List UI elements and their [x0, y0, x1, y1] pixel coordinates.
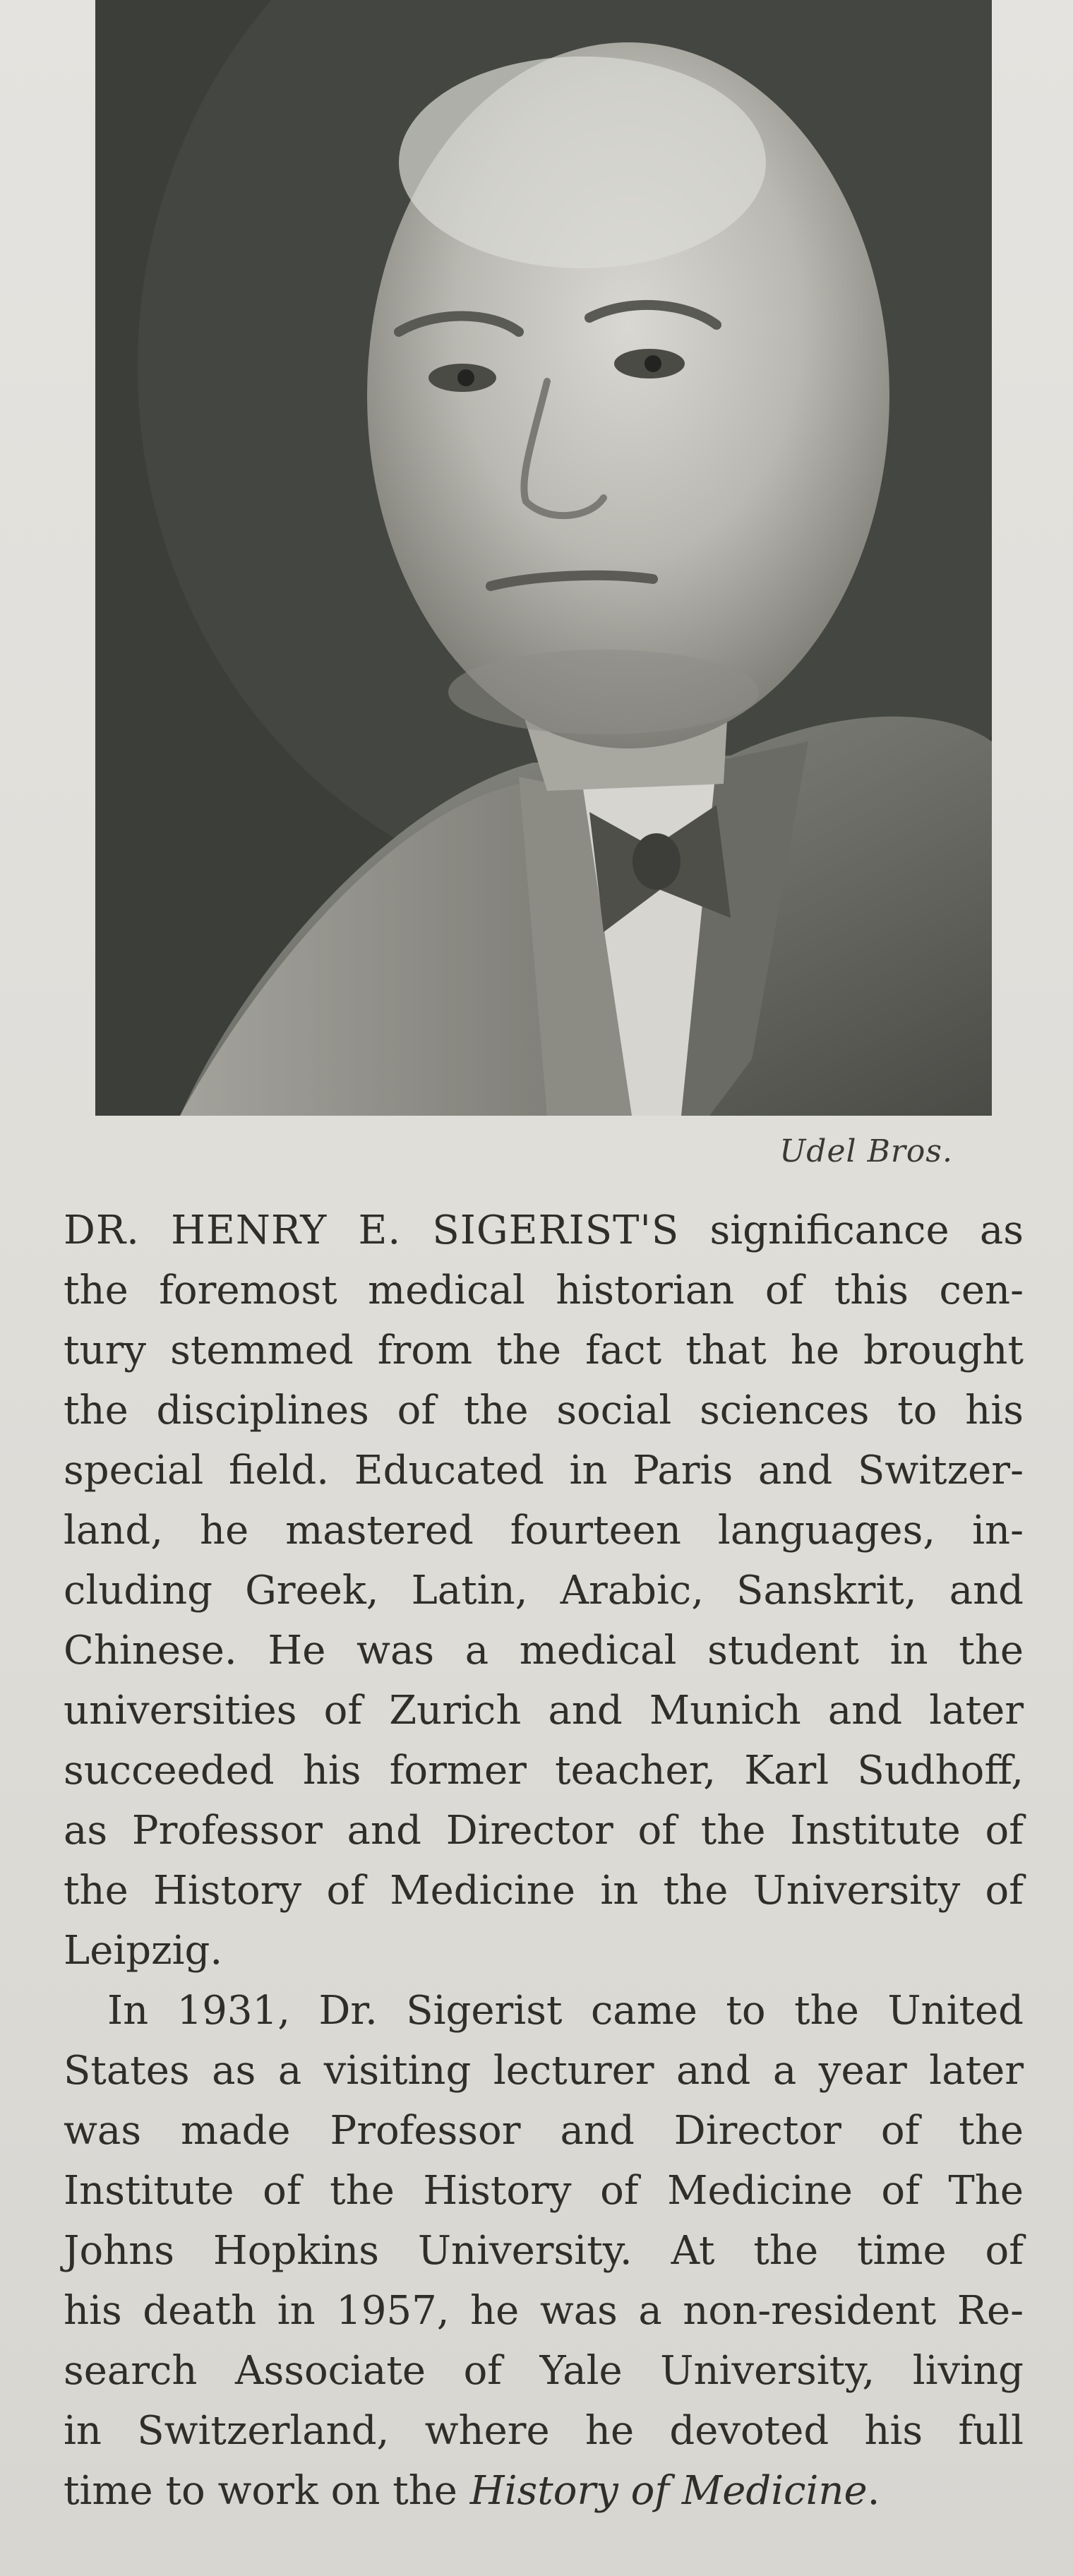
text-line — [64, 2341, 1024, 2401]
text-line — [64, 2161, 1024, 2221]
line-text: succeeded his former teacher, Karl Sudhoff, — [64, 1748, 1024, 1794]
line-text: cluding Greek, Latin, Arabic, Sanskrit, and — [64, 1568, 1024, 1614]
line-text: tury stemmed from the fact that he brought — [64, 1328, 1024, 1373]
text-line — [64, 1501, 1024, 1561]
line-text: the foremost medical historian of this cen- — [64, 1268, 1024, 1313]
line-text: the History of Medicine in the University of — [64, 1868, 1024, 1914]
text-line — [64, 1320, 1024, 1381]
line-text: as Professor and Director of the Institute of — [64, 1808, 1024, 1854]
line-text: Chinese. He was a medical student in the — [64, 1628, 1024, 1674]
photo-credit: Udel Bros. — [779, 1133, 953, 1169]
name-caps: DR. HENRY E. SIGERIST'S — [64, 1208, 680, 1253]
text-line — [64, 1381, 1024, 1441]
text-line — [64, 2461, 1024, 2521]
text-line — [64, 1621, 1024, 1681]
text-line — [64, 1921, 1024, 1981]
portrait-photograph — [95, 0, 992, 1116]
text-line — [64, 1561, 1024, 1621]
line-text: land, he mastered fourteen languages, in- — [64, 1508, 1024, 1554]
line-tail: . — [867, 2468, 880, 2514]
line-text: his death in 1957, he was a non-resident Re- — [64, 2288, 1024, 2334]
line-text: Leipzig. — [64, 1928, 223, 1974]
paragraphs-container — [64, 1200, 1024, 2521]
line-text: was made Professor and Director of the — [64, 2108, 1024, 2154]
text-line — [64, 2101, 1024, 2161]
text-line — [64, 2041, 1024, 2101]
text-line — [64, 1260, 1024, 1320]
text-line — [64, 1681, 1024, 1741]
line-text: States as a visiting lecturer and a year later — [64, 2048, 1024, 2094]
portrait-image — [95, 0, 992, 1116]
line-text: In 1931, Dr. Sigerist came to the United — [107, 1988, 1024, 2034]
line-text: special field. Educated in Paris and Switzer- — [64, 1448, 1024, 1493]
text-line — [64, 2281, 1024, 2341]
line-text: the disciplines of the social sciences to his — [64, 1388, 1024, 1433]
text-line — [64, 1801, 1024, 1861]
text-line — [64, 1741, 1024, 1801]
line-text: significance as — [679, 1208, 1024, 1253]
text-line — [64, 2401, 1024, 2461]
text-line — [64, 1861, 1024, 1921]
line-text: Johns Hopkins University. At the time of — [64, 2228, 1024, 2274]
book-title: History of Medicine — [469, 2468, 868, 2514]
line-text: time to work on the — [64, 2468, 470, 2514]
line-text: Institute of the History of Medicine of The — [64, 2168, 1024, 2214]
text-line — [64, 1200, 1024, 1260]
text-line — [64, 1981, 1024, 2041]
line-text: in Switzerland, where he devoted his full — [64, 2408, 1024, 2454]
biography-text — [64, 1200, 1024, 2521]
line-text: search Associate of Yale University, living — [64, 2348, 1024, 2394]
text-line — [64, 2221, 1024, 2281]
line-text: universities of Zurich and Munich and later — [64, 1688, 1024, 1734]
text-line — [64, 1441, 1024, 1501]
